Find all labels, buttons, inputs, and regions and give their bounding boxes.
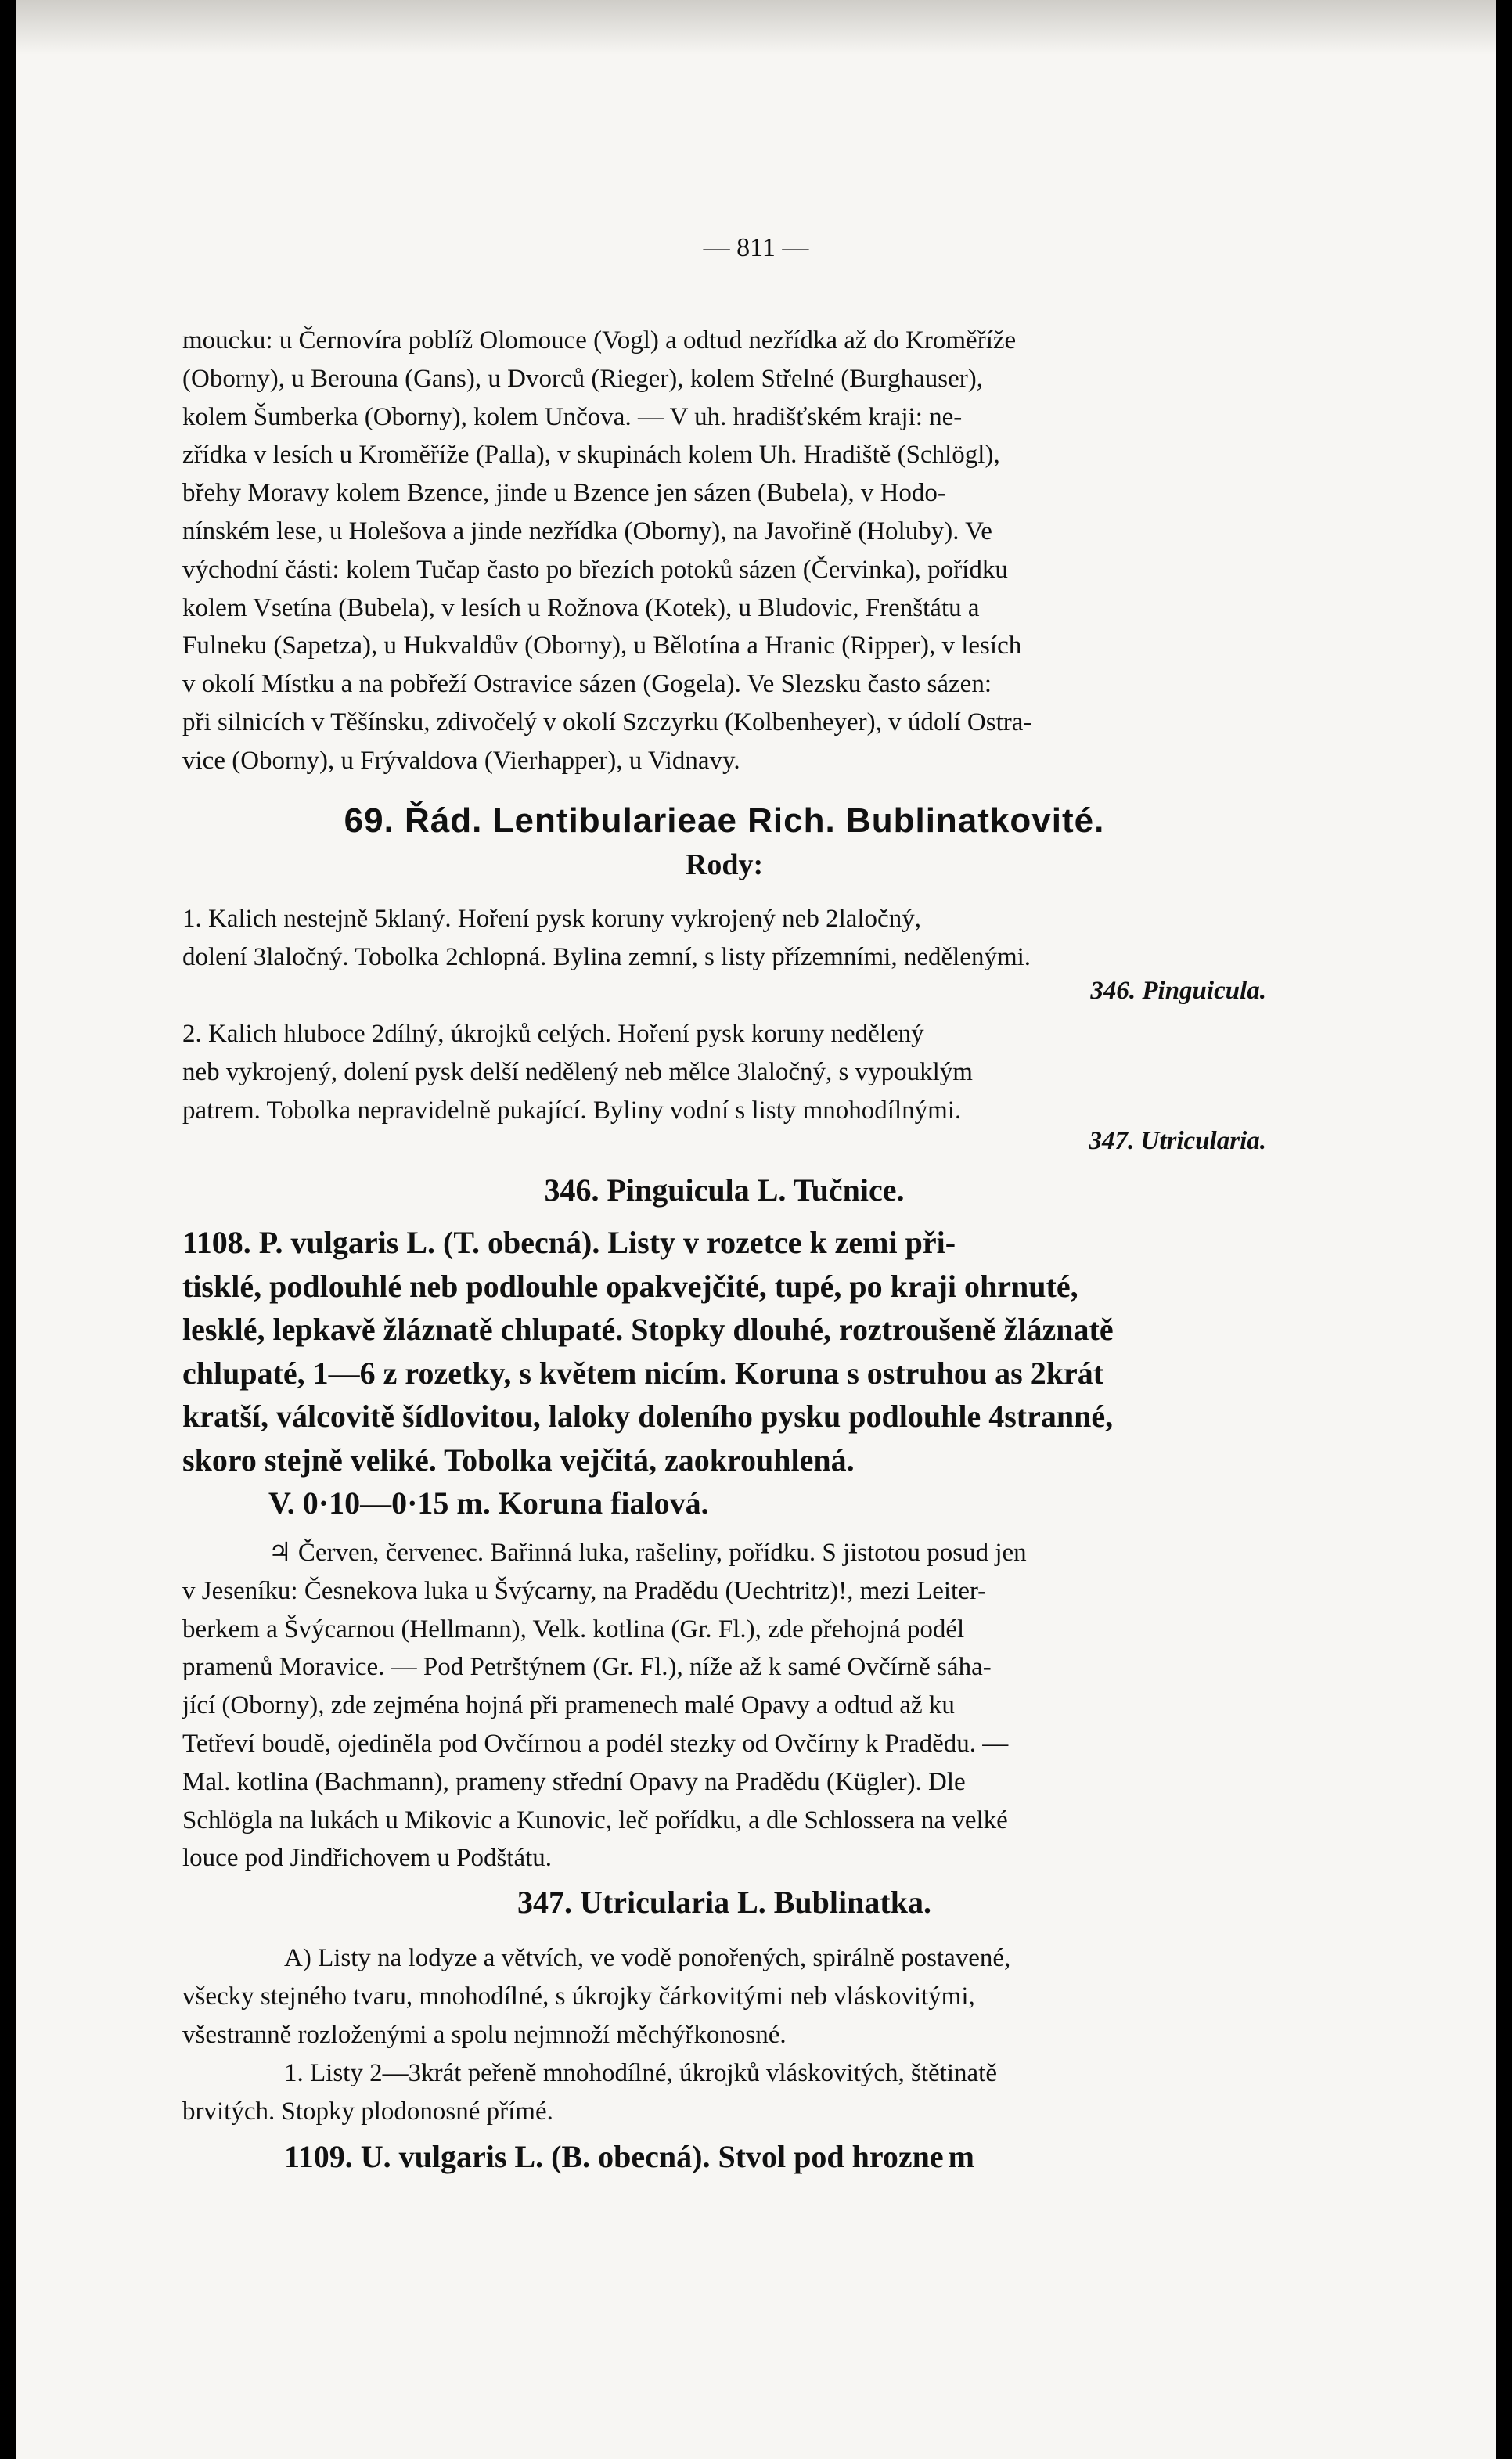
text-line: nínském lese, u Holešova a jinde nezřídka (Oborny), na Javořině (Holuby). Ve [182,517,992,545]
genus-346-title: 346. Pinguicula L. Tučnice. [544,1172,905,1208]
text-line: patrem. Tobolka nepravidelně pukající. Byliny vodní s listy mnohodílnými. [182,1096,962,1125]
text-line: v Jeseníku: Česnekova luka u Švýcarny, na Pradědu (Uechtritz)!, mezi Leiter- [182,1576,987,1605]
text-line: kolem Vsetína (Bubela), v lesích u Rožnova (Kotek), u Bludovic, Frenštátu a [182,593,980,622]
text-line: chlupaté, 1—6 z rozetky, s květem nicím. Koruna s ostruhou as 2krát [182,1355,1104,1391]
text-line: zřídka v lesích u Kroměříže (Palla), v skupinách kolem Uh. Hradiště (Schlögl), [182,441,1000,470]
genera-heading: Rody: [685,848,764,881]
text-line: 1. Kalich nestejně 5klaný. Hoření pysk koruny vykrojený neb 2laločný, [182,905,921,933]
text-segment-spaced: em [929,2139,979,2174]
text-line: břehy Moravy kolem Bzence, jinde u Bzence jen sázen (Bubela), v Hodo- [182,479,946,508]
text-line: východní části: kolem Tučap často po březích potoků sázen (Červinka), pořídku [182,555,1008,584]
text-line: ♃ Červen, červenec. Bařinná luka, rašeliny, pořídku. S jistotou posud jen [268,1539,1027,1567]
text-line: berkem a Švýcarnou (Hellmann), Velk. kotlina (Gr. Fl.), zde přehojná podél [182,1615,965,1644]
genus-347-title: 347. Utricularia L. Bublinatka. [517,1885,931,1920]
text-line: moucku: u Černovíra poblíž Olomouce (Vogl) a odtud nezřídka až do Kroměříže [182,326,1017,355]
text-line: při silnicích v Těšínsku, zdivočelý v okolí Szczyrku (Kolbenheyer), v údolí Ostra- [182,707,1032,736]
text-line: kratší, válcovitě šídlovitou, laloky doleního pysku podlouhle 4stranné, [182,1399,1114,1434]
order-title: 69. Řád. Lentibularieae Rich. Bublinatkovité. [344,801,1105,840]
text-line: (Oborny), u Berouna (Gans), u Dvorců (Rieger), kolem Střelné (Burghauser), [182,364,984,393]
key-entry-347-1 [182,2054,1266,2131]
text-line: kolem Šumberka (Oborny), kolem Unčova. — V uh. hradišťském kraji: ne- [182,402,963,431]
text-line: jící (Oborny), zde zejména hojná při pramenech malé Opavy a odtud až ku [182,1691,955,1720]
text-line: vice (Oborny), u Frývaldova (Vierhapper), u Vidnavy. [182,746,740,775]
text-line: lesklé, lepkavě žláznatě chlupaté. Stopky dlouhé, roztroušeně žláznatě [182,1312,1114,1347]
text-line: skoro stejně veliké. Tobolka vejčitá, zaokrouhlená. [182,1442,855,1478]
key-entry-1 [182,900,1266,977]
text-line: Fulneku (Sapetza), u Hukvaldův (Oborny), u Bělotína a Hranic (Ripper), v lesích [182,632,1022,661]
text-line: A) Listy na lodyze a větvích, ve vodě ponořených, spirálně postavené, [284,1944,1011,1972]
text-line: všestranně rozloženými a spolu nejmnoží měchýřkonosné. [182,2020,787,2049]
text-line: Schlögla na lukách u Mikovic a Kunovic, leč pořídku, a dle Schlossera na velké [182,1806,1008,1834]
key-result-346: 346. Pinguicula. [1090,977,1266,1005]
text-line: 1108. P. vulgaris L. (T. obecná). Listy v rozetce k zemi při- [182,1225,956,1260]
species-1109-description [182,2135,1266,2179]
text-line: v okolí Místku a na pobřeží Ostravice sázen (Gogela). Ve Slezsku často sázen: [182,670,992,699]
text-line [182,2135,1266,2179]
key-result-347: 347. Utricularia. [1089,1127,1266,1155]
text-line: neb vykrojený, dolení pysk delší nedělený neb mělce 3laločný, s vypouklým [182,1057,973,1086]
species-1108-distribution [182,1534,1266,1878]
key-entry-2 [182,1015,1266,1129]
text-line: Tetřeví boudě, ojediněla pod Ovčírnou a podél stezky od Ovčírny k Pradědu. — [182,1729,1009,1758]
text-segment: 1109. U. vulgaris L. (B. obecná). Stvol pod hrozn [284,2139,930,2174]
text-line: tisklé, podlouhlé neb podlouhle opakvejčité, tupé, po kraji ohrnuté, [182,1268,1078,1304]
text-line: všecky stejného tvaru, mnohodílné, s úkrojky čárkovitými neb vláskovitými, [182,1982,975,2011]
text-line: pramenů Moravice. — Pod Petrštýnem (Gr. Fl.), níže až k samé Ovčírně sáha- [182,1653,992,1682]
text-line: 1. Listy 2—3krát peřeně mnohodílné, úkrojků vláskovitých, štětinatě [284,2059,997,2087]
text-line: V. 0·10—0·15 m. Koruna fialová. [268,1485,709,1521]
text-line: dolení 3laločný. Tobolka 2chlopná. Bylina zemní, s listy přízemními, nedělenými. [182,942,1031,971]
text-line: louce pod Jindřichovem u Podštátu. [182,1844,553,1873]
book-page [16,0,1496,2459]
intro-paragraph [182,322,1266,780]
section-a [182,1939,1266,2054]
text-line: Mal. kotlina (Bachmann), prameny střední Opavy na Pradědu (Kügler). Dle [182,1767,966,1796]
species-1108-description [182,1221,1266,1525]
page-number: — 811 — [703,233,809,262]
text-line: brvitých. Stopky plodonosné přímé. [182,2097,553,2126]
text-line: 2. Kalich hluboce 2dílný, úkrojků celých. Hoření pysk koruny nedělený [182,1020,924,1048]
